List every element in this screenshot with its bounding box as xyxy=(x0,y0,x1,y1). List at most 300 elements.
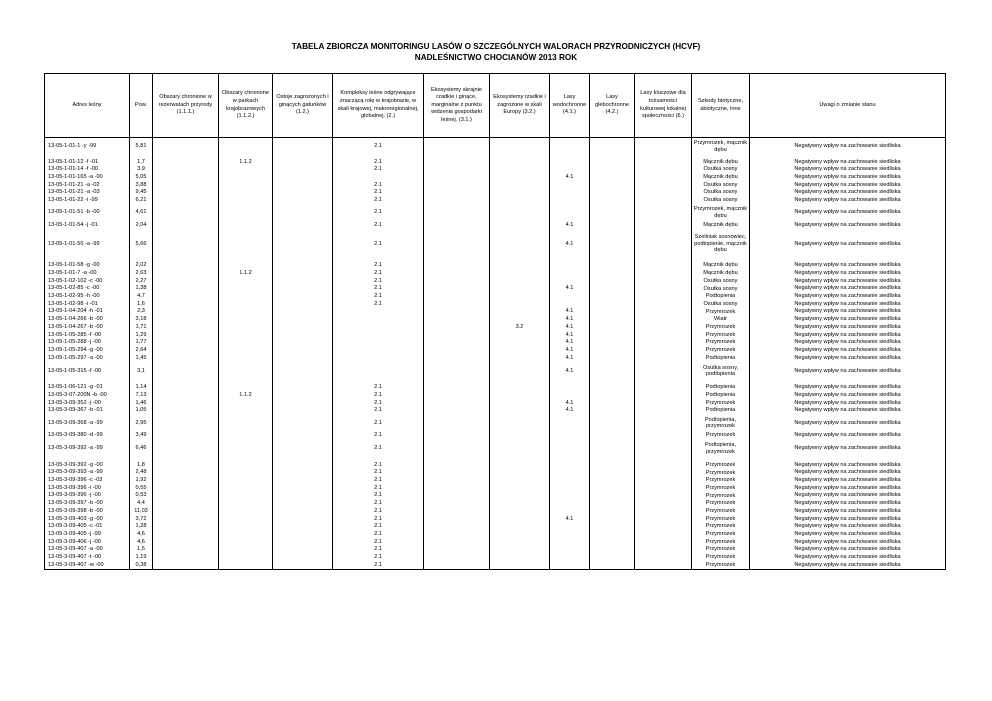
cell-41: 4.1 xyxy=(550,515,590,523)
cell-32 xyxy=(490,523,550,531)
cell-32 xyxy=(490,346,550,354)
cell-uwagi: Negatywny wpływ na zachowanie siedliska xyxy=(750,300,946,308)
cell-6 xyxy=(635,391,692,399)
cell-41 xyxy=(550,439,590,458)
cell-pow: 1,6 xyxy=(130,300,153,308)
cell-31 xyxy=(424,300,490,308)
cell-uwagi: Negatywny wpływ na zachowanie siedliska xyxy=(750,229,946,259)
cell-12 xyxy=(273,196,333,204)
cell-112 xyxy=(219,173,273,181)
cell-6 xyxy=(635,461,692,469)
cell-42 xyxy=(590,308,635,316)
cell-adres: 13-05-3-09-397 -b -00 xyxy=(45,500,130,508)
table-row xyxy=(45,229,946,259)
cell-112 xyxy=(219,415,273,432)
header-112: Obszary chronione w parkach krajobrazowych (1.1.2.) xyxy=(219,74,273,138)
table-row xyxy=(45,270,946,278)
cell-32 xyxy=(490,189,550,197)
cell-uwagi: Negatywny wpływ na zachowanie siedliska xyxy=(750,173,946,181)
cell-31 xyxy=(424,515,490,523)
cell-32 xyxy=(490,229,550,259)
cell-111 xyxy=(153,346,219,354)
cell-2: 2.1 xyxy=(333,181,424,189)
cell-szkody: Przymrozek xyxy=(692,538,750,546)
cell-12 xyxy=(273,362,333,381)
cell-111 xyxy=(153,181,219,189)
cell-uwagi: Negatywny wpływ na zachowanie siedliska xyxy=(750,399,946,407)
table-row xyxy=(45,561,946,569)
cell-111 xyxy=(153,553,219,561)
cell-6 xyxy=(635,339,692,347)
cell-42 xyxy=(590,469,635,477)
cell-szkody: Mącznik dębu xyxy=(692,158,750,166)
cell-2: 2.1 xyxy=(333,484,424,492)
cell-112 xyxy=(219,461,273,469)
cell-32 xyxy=(490,469,550,477)
cell-6 xyxy=(635,293,692,301)
cell-szkody: Podtopienia xyxy=(692,407,750,415)
cell-112 xyxy=(219,331,273,339)
table-row xyxy=(45,166,946,174)
cell-32 xyxy=(490,308,550,316)
cell-adres: 13-05-1-04-267 -b -00 xyxy=(45,323,130,331)
cell-12 xyxy=(273,432,333,440)
cell-uwagi: Negatywny wpływ na zachowanie siedliska xyxy=(750,507,946,515)
cell-szkody: Przymrozek xyxy=(692,515,750,523)
cell-12 xyxy=(273,293,333,301)
cell-12 xyxy=(273,316,333,324)
cell-42 xyxy=(590,204,635,221)
cell-6 xyxy=(635,561,692,569)
cell-szkody: Przymrozek xyxy=(692,399,750,407)
cell-6 xyxy=(635,362,692,381)
cell-pow: 1,28 xyxy=(130,523,153,531)
cell-111 xyxy=(153,262,219,270)
cell-41: 4.1 xyxy=(550,331,590,339)
cell-szkody: Podtopienia, przymrozek xyxy=(692,439,750,458)
cell-32 xyxy=(490,285,550,293)
cell-12 xyxy=(273,173,333,181)
cell-41: 4.1 xyxy=(550,221,590,229)
header-adres: Adres leśny xyxy=(45,74,130,138)
cell-2: 2.1 xyxy=(333,538,424,546)
cell-12 xyxy=(273,553,333,561)
cell-31 xyxy=(424,270,490,278)
cell-31 xyxy=(424,553,490,561)
cell-uwagi: Negatywny wpływ na zachowanie siedliska xyxy=(750,561,946,569)
cell-adres: 13-05-1-01-1 -y -99 xyxy=(45,138,130,156)
table-row xyxy=(45,515,946,523)
cell-uwagi: Negatywny wpływ na zachowanie siedliska xyxy=(750,384,946,392)
cell-pow: 3,49 xyxy=(130,432,153,440)
cell-41 xyxy=(550,538,590,546)
cell-uwagi: Negatywny wpływ na zachowanie siedliska xyxy=(750,484,946,492)
cell-31 xyxy=(424,407,490,415)
cell-szkody: Mącznik dębu xyxy=(692,221,750,229)
cell-12 xyxy=(273,399,333,407)
cell-41 xyxy=(550,189,590,197)
cell-112 xyxy=(219,354,273,362)
cell-2: 2.1 xyxy=(333,384,424,392)
cell-112 xyxy=(219,439,273,458)
cell-szkody: Przymrozek xyxy=(692,561,750,569)
table-row xyxy=(45,189,946,197)
cell-111 xyxy=(153,538,219,546)
cell-2: 2.1 xyxy=(333,158,424,166)
cell-41 xyxy=(550,523,590,531)
cell-111 xyxy=(153,339,219,347)
cell-uwagi: Negatywny wpływ na zachowanie siedliska xyxy=(750,158,946,166)
table-row xyxy=(45,158,946,166)
cell-pow: 6,21 xyxy=(130,196,153,204)
cell-6 xyxy=(635,492,692,500)
cell-adres: 13-05-1-02-102 -c -00 xyxy=(45,277,130,285)
cell-szkody: Przymrozek xyxy=(692,323,750,331)
cell-31 xyxy=(424,523,490,531)
cell-uwagi: Negatywny wpływ na zachowanie siedliska xyxy=(750,500,946,508)
cell-112 xyxy=(219,561,273,569)
cell-42 xyxy=(590,277,635,285)
cell-pow: 2,27 xyxy=(130,277,153,285)
table-row xyxy=(45,492,946,500)
cell-31 xyxy=(424,316,490,324)
page-subtitle: NADLEŚNICTWO CHOCIANÓW 2013 ROK xyxy=(414,53,578,62)
cell-112 xyxy=(219,407,273,415)
cell-42 xyxy=(590,523,635,531)
cell-12 xyxy=(273,439,333,458)
cell-32 xyxy=(490,138,550,156)
cell-pow: 11,03 xyxy=(130,507,153,515)
cell-6 xyxy=(635,538,692,546)
cell-6 xyxy=(635,530,692,538)
cell-12 xyxy=(273,415,333,432)
cell-2 xyxy=(333,346,424,354)
cell-31 xyxy=(424,500,490,508)
cell-42 xyxy=(590,229,635,259)
cell-12 xyxy=(273,561,333,569)
cell-32 xyxy=(490,461,550,469)
cell-szkody: Przymrozek xyxy=(692,530,750,538)
cell-111 xyxy=(153,362,219,381)
cell-pow: 1,92 xyxy=(130,477,153,485)
table-row xyxy=(45,391,946,399)
cell-pow: 1,71 xyxy=(130,323,153,331)
cell-2: 2.1 xyxy=(333,262,424,270)
cell-szkody: Podtopienia xyxy=(692,391,750,399)
cell-2: 2.1 xyxy=(333,561,424,569)
cell-pow: 0,55 xyxy=(130,484,153,492)
header-2: Kompleksy leśne odgrywające znaczącą rolę w krajobrazie, w skali krajowej, makroregionalnej, globalnej. (2.) xyxy=(333,74,424,138)
cell-uwagi: Negatywny wpływ na zachowanie siedliska xyxy=(750,530,946,538)
cell-31 xyxy=(424,277,490,285)
cell-111 xyxy=(153,399,219,407)
cell-112 xyxy=(219,204,273,221)
cell-12 xyxy=(273,346,333,354)
cell-31 xyxy=(424,196,490,204)
cell-szkody: Przymrozek xyxy=(692,546,750,554)
cell-31 xyxy=(424,399,490,407)
cell-szkody: Osutka sosny xyxy=(692,277,750,285)
cell-42 xyxy=(590,173,635,181)
cell-6 xyxy=(635,158,692,166)
cell-42 xyxy=(590,138,635,156)
cell-12 xyxy=(273,221,333,229)
cell-111 xyxy=(153,391,219,399)
cell-111 xyxy=(153,166,219,174)
cell-42 xyxy=(590,354,635,362)
table-row xyxy=(45,293,946,301)
cell-111 xyxy=(153,316,219,324)
cell-42 xyxy=(590,270,635,278)
cell-2 xyxy=(333,362,424,381)
cell-41: 4.1 xyxy=(550,362,590,381)
header-szkody: Szkody biotyczne, abiotyczne, inne xyxy=(692,74,750,138)
cell-42 xyxy=(590,323,635,331)
cell-32 xyxy=(490,484,550,492)
table-row xyxy=(45,196,946,204)
cell-6 xyxy=(635,166,692,174)
cell-42 xyxy=(590,346,635,354)
cell-111 xyxy=(153,432,219,440)
cell-adres: 13-05-1-02-98 -i -01 xyxy=(45,300,130,308)
cell-6 xyxy=(635,270,692,278)
cell-41 xyxy=(550,293,590,301)
cell-111 xyxy=(153,461,219,469)
cell-42 xyxy=(590,166,635,174)
header-pow: Pow. xyxy=(130,74,153,138)
table-row xyxy=(45,469,946,477)
cell-32 xyxy=(490,221,550,229)
cell-szkody: Podtopienia xyxy=(692,354,750,362)
cell-pow: 7,13 xyxy=(130,391,153,399)
cell-uwagi: Negatywny wpływ na zachowanie siedliska xyxy=(750,515,946,523)
cell-pow: 2,95 xyxy=(130,415,153,432)
cell-111 xyxy=(153,546,219,554)
cell-12 xyxy=(273,391,333,399)
cell-31 xyxy=(424,561,490,569)
cell-2: 2.1 xyxy=(333,285,424,293)
cell-12 xyxy=(273,166,333,174)
cell-12 xyxy=(273,407,333,415)
cell-6 xyxy=(635,331,692,339)
cell-szkody: Przymrozek xyxy=(692,469,750,477)
cell-41 xyxy=(550,384,590,392)
cell-31 xyxy=(424,415,490,432)
cell-6 xyxy=(635,415,692,432)
cell-adres: 13-05-3-09-398 -b -00 xyxy=(45,507,130,515)
cell-adres: 13-05-3-09-405 -c -01 xyxy=(45,523,130,531)
cell-2: 2.1 xyxy=(333,407,424,415)
cell-42 xyxy=(590,158,635,166)
cell-41 xyxy=(550,546,590,554)
cell-12 xyxy=(273,158,333,166)
cell-pow: 1,7 xyxy=(130,158,153,166)
cell-41 xyxy=(550,300,590,308)
cell-41 xyxy=(550,138,590,156)
cell-42 xyxy=(590,484,635,492)
cell-42 xyxy=(590,331,635,339)
cell-32 xyxy=(490,538,550,546)
cell-uwagi: Negatywny wpływ na zachowanie siedliska xyxy=(750,523,946,531)
cell-2: 2.1 xyxy=(333,515,424,523)
cell-2: 2.1 xyxy=(333,530,424,538)
cell-31 xyxy=(424,293,490,301)
cell-2: 2.1 xyxy=(333,138,424,156)
cell-32 xyxy=(490,173,550,181)
table-row xyxy=(45,354,946,362)
page-title: TABELA ZBIORCZA MONITORINGU LASÓW O SZCZEGÓLNYCH WALORACH PRZYRODNICZYCH (HCVF) xyxy=(291,42,701,51)
header-42: Lasy glebochronne (4.2.) xyxy=(590,74,635,138)
table-row xyxy=(45,316,946,324)
cell-szkody: Szeliniak sosnowiec, podtopienie, mącznik dębu xyxy=(692,229,750,259)
table-row xyxy=(45,407,946,415)
cell-uwagi: Negatywny wpływ na zachowanie siedliska xyxy=(750,538,946,546)
cell-42 xyxy=(590,293,635,301)
cell-42 xyxy=(590,262,635,270)
cell-32 xyxy=(490,553,550,561)
table-row xyxy=(45,221,946,229)
cell-uwagi: Negatywny wpływ na zachowanie siedliska xyxy=(750,316,946,324)
cell-2: 2.1 xyxy=(333,500,424,508)
table-row xyxy=(45,346,946,354)
table-row xyxy=(45,546,946,554)
cell-32 xyxy=(490,362,550,381)
table-row xyxy=(45,439,946,458)
cell-szkody: Przymrozek xyxy=(692,346,750,354)
cell-6 xyxy=(635,354,692,362)
cell-adres: 13-05-1-01-58 -g -00 xyxy=(45,262,130,270)
cell-pow: 5,81 xyxy=(130,138,153,156)
cell-42 xyxy=(590,339,635,347)
cell-42 xyxy=(590,553,635,561)
cell-szkody: Mącznik dębu xyxy=(692,173,750,181)
cell-32 xyxy=(490,415,550,432)
cell-adres: 13-05-3-09-403 -g -00 xyxy=(45,515,130,523)
cell-6 xyxy=(635,346,692,354)
cell-112 xyxy=(219,196,273,204)
cell-uwagi: Negatywny wpływ na zachowanie siedliska xyxy=(750,189,946,197)
cell-adres: 13-05-1-01-22 -i -99 xyxy=(45,196,130,204)
cell-szkody: Osutka sosny xyxy=(692,189,750,197)
cell-uwagi: Negatywny wpływ na zachowanie siedliska xyxy=(750,293,946,301)
table-row xyxy=(45,339,946,347)
cell-41 xyxy=(550,270,590,278)
cell-2: 2.1 xyxy=(333,523,424,531)
cell-42 xyxy=(590,432,635,440)
cell-41 xyxy=(550,500,590,508)
cell-111 xyxy=(153,323,219,331)
cell-adres: 13-05-3-09-407 -t -00 xyxy=(45,553,130,561)
cell-6 xyxy=(635,477,692,485)
cell-2: 2.1 xyxy=(333,432,424,440)
cell-41 xyxy=(550,530,590,538)
cell-6 xyxy=(635,507,692,515)
cell-6 xyxy=(635,285,692,293)
cell-31 xyxy=(424,507,490,515)
cell-uwagi: Negatywny wpływ na zachowanie siedliska xyxy=(750,166,946,174)
cell-31 xyxy=(424,181,490,189)
table-row xyxy=(45,323,946,331)
table-header-row xyxy=(45,74,946,138)
table-row xyxy=(45,399,946,407)
cell-pow: 1,5 xyxy=(130,546,153,554)
cell-pow: 1,77 xyxy=(130,339,153,347)
cell-111 xyxy=(153,277,219,285)
cell-pow: 0,38 xyxy=(130,561,153,569)
table-row xyxy=(45,181,946,189)
cell-42 xyxy=(590,399,635,407)
cell-pow: 1,19 xyxy=(130,553,153,561)
cell-adres: 13-05-3-09-368 -a -99 xyxy=(45,415,130,432)
cell-adres: 13-05-1-01-21 -a -02 xyxy=(45,181,130,189)
cell-112 xyxy=(219,346,273,354)
cell-szkody: Podtopienia xyxy=(692,384,750,392)
cell-42 xyxy=(590,500,635,508)
cell-pow: 4,61 xyxy=(130,204,153,221)
cell-112: 1.1.2 xyxy=(219,391,273,399)
cell-szkody: Przymrozek xyxy=(692,339,750,347)
cell-6 xyxy=(635,407,692,415)
cell-42 xyxy=(590,515,635,523)
cell-111 xyxy=(153,484,219,492)
cell-12 xyxy=(273,277,333,285)
cell-adres: 13-05-3-09-392 -a -99 xyxy=(45,439,130,458)
cell-32 xyxy=(490,354,550,362)
cell-111 xyxy=(153,158,219,166)
cell-szkody: Przymrozek xyxy=(692,461,750,469)
cell-41 xyxy=(550,469,590,477)
cell-42 xyxy=(590,316,635,324)
cell-112 xyxy=(219,181,273,189)
cell-41: 4.1 xyxy=(550,354,590,362)
cell-12 xyxy=(273,515,333,523)
cell-2: 2.1 xyxy=(333,229,424,259)
cell-41: 4.1 xyxy=(550,339,590,347)
table-row xyxy=(45,285,946,293)
cell-szkody: Przymrozek xyxy=(692,492,750,500)
cell-31 xyxy=(424,262,490,270)
cell-32 xyxy=(490,407,550,415)
cell-pow: 0,53 xyxy=(130,492,153,500)
cell-2: 2.1 xyxy=(333,439,424,458)
cell-112 xyxy=(219,285,273,293)
cell-41: 4.1 xyxy=(550,308,590,316)
cell-uwagi: Negatywny wpływ na zachowanie siedliska xyxy=(750,308,946,316)
cell-41 xyxy=(550,277,590,285)
cell-uwagi: Negatywny wpływ na zachowanie siedliska xyxy=(750,415,946,432)
cell-41: 4.1 xyxy=(550,316,590,324)
cell-42 xyxy=(590,300,635,308)
cell-12 xyxy=(273,477,333,485)
cell-31 xyxy=(424,331,490,339)
cell-6 xyxy=(635,432,692,440)
cell-32 xyxy=(490,432,550,440)
cell-uwagi: Negatywny wpływ na zachowanie siedliska xyxy=(750,323,946,331)
cell-111 xyxy=(153,477,219,485)
cell-41 xyxy=(550,477,590,485)
cell-32 xyxy=(490,166,550,174)
cell-6 xyxy=(635,173,692,181)
cell-adres: 13-05-3-09-407 -a -00 xyxy=(45,546,130,554)
table-row xyxy=(45,362,946,381)
cell-31 xyxy=(424,346,490,354)
cell-adres: 13-05-1-01-14 -f -00 xyxy=(45,166,130,174)
cell-41 xyxy=(550,262,590,270)
cell-112 xyxy=(219,399,273,407)
cell-2: 2.1 xyxy=(333,461,424,469)
cell-adres: 13-05-3-09-407 -w -00 xyxy=(45,561,130,569)
cell-szkody: Osutka sosny xyxy=(692,300,750,308)
